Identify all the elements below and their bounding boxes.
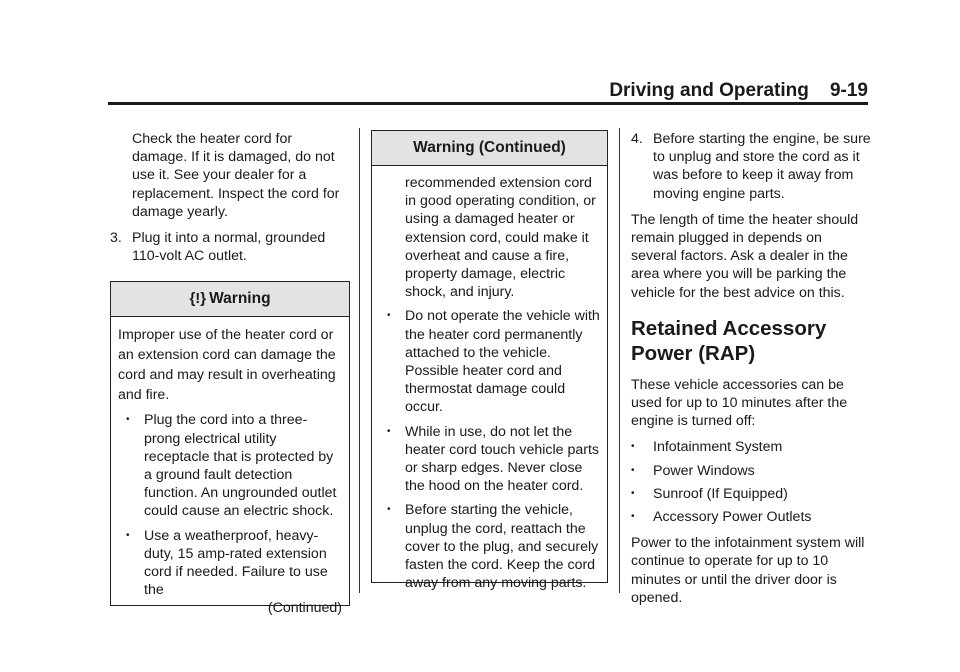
bullet-text: Accessory Power Outlets: [653, 509, 812, 526]
list-item: [379, 423, 600, 496]
list-item: [379, 501, 600, 592]
page-number: 9-19: [829, 80, 868, 101]
column-left: [110, 130, 350, 617]
warning-continued-header: Warning (Continued): [372, 131, 607, 166]
paragraph: The length of time the heater should remain plugged in depends on several factors. Ask a dealer in the area where you will be parking the vehicle for the best advice on this.: [631, 211, 859, 301]
step-text: Before starting the engine, be sure to unplug and store the cord as it was before to keep it away from moving engine parts.: [653, 131, 871, 202]
bullet-text: Infotainment System: [653, 439, 783, 456]
column-middle: [371, 130, 608, 592]
list-item: [118, 527, 342, 600]
step-number: 3.: [110, 230, 122, 247]
continued-text: recommended extension cord in good operating condition, or using a damaged heater or extension cord, could make it overheat and cause a fire, property damage, electric shock, and injury.: [405, 175, 596, 301]
bullet-icon: •: [126, 529, 130, 541]
bullet-icon: •: [631, 487, 635, 499]
warning-title: Warning: [209, 290, 271, 308]
paragraph: These vehicle accessories can be used for up to 10 minutes after the engine is turned off:: [631, 376, 848, 430]
warning-icon: {!}: [189, 290, 207, 308]
list-item: [631, 508, 871, 526]
header-text: [609, 80, 868, 102]
page-header: [108, 80, 868, 100]
warning-continued-box: [371, 130, 608, 592]
warning-text: Improper use of the heater cord or an extension cord can damage the cord and may result in overheating and fire.: [118, 327, 336, 404]
bullet-text: Use a weatherproof, heavy-duty, 15 amp-rated extension cord if needed. Failure to use the: [144, 527, 328, 599]
column-divider: [619, 128, 620, 593]
bullet-text: Do not operate the vehicle with the heater cord permanently attached to the vehicle. Possible heater cord and thermostat damage could occur.: [405, 308, 600, 416]
list-item: [631, 462, 871, 480]
warning-header: [111, 282, 349, 317]
continued-label: (Continued): [267, 600, 342, 617]
list-item: [379, 307, 600, 416]
bullet-text: While in use, do not let the heater cord touch vehicle parts or sharp edges. Never close the hood on the heater cord.: [405, 423, 600, 495]
warning-continued-body: [372, 166, 607, 600]
bullet-text: Plug the cord into a three-prong electrical utility receptacle that is protected by a ground fault detection function. An ungrounded outlet could cause an electric shock.: [144, 412, 337, 520]
step-number: 4.: [631, 131, 643, 147]
warning-body: [111, 317, 349, 625]
bullet-icon: •: [387, 310, 391, 322]
warning-box: [110, 281, 350, 617]
section-heading: Retained Accessory Power (RAP): [631, 316, 827, 365]
section-title: Driving and Operating: [609, 80, 809, 101]
bullet-text: Sunroof (If Equipped): [653, 485, 788, 502]
bullet-icon: •: [126, 414, 130, 426]
bullet-text: Power Windows: [653, 462, 755, 479]
step-3: [110, 229, 350, 265]
bullet-icon: •: [631, 511, 635, 523]
column-right: [631, 130, 871, 607]
list-item: [631, 485, 871, 503]
list-item: [118, 411, 342, 520]
bullet-icon: •: [631, 464, 635, 476]
step-text: Plug it into a normal, grounded 110-volt AC outlet.: [132, 230, 326, 265]
column-divider: [359, 128, 360, 593]
step-4: [631, 130, 871, 203]
paragraph: Power to the infotainment system will continue to operate for up to 10 minutes or until the driver door is opened.: [631, 535, 865, 606]
bullet-text: Before starting the vehicle, unplug the cord, reattach the cover to the plug, and securely fasten the cord. Keep the cord away from any moving parts.: [405, 502, 599, 592]
bullet-icon: •: [387, 425, 391, 437]
intro-paragraph: Check the heater cord for damage. If it is damaged, do not use it. See your dealer for a replacement. Inspect the cord for damage yearly.: [132, 131, 340, 220]
header-rule: [108, 102, 868, 105]
bullet-icon: •: [631, 441, 635, 453]
list-item: [631, 438, 871, 456]
bullet-icon: •: [387, 504, 391, 516]
